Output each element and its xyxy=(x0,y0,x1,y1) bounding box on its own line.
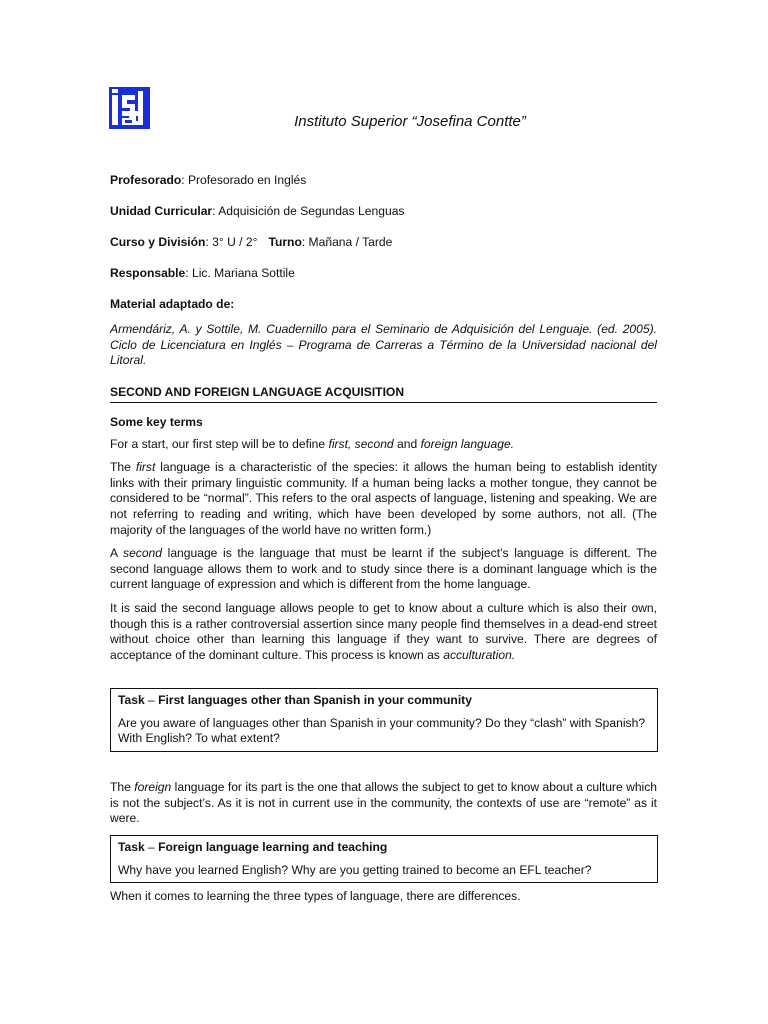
text-run: A xyxy=(110,546,124,560)
text-run: It is said the second language allows people to get to know about a culture which is also their own, though this is a rather controversial assertion since many people find themselves in a dead-end street without choice other than learning this language if they want to survive. There are degrees of acceptance of the dominant culture. This process is known as xyxy=(110,601,657,663)
field-curso-turno xyxy=(110,235,392,251)
task-heading: Foreign language learning and teaching xyxy=(158,840,388,854)
task-box-first-languages xyxy=(110,688,658,752)
task-dash: – xyxy=(144,693,159,707)
institution-logo xyxy=(109,87,150,129)
field-value: : Mañana / Tarde xyxy=(301,235,393,249)
paragraph-acculturation xyxy=(110,601,657,664)
field-label: Profesorado xyxy=(110,173,182,187)
text-run: and xyxy=(393,437,421,451)
field-value: : Adquisición de Segundas Lenguas xyxy=(212,204,405,218)
field-value: : Profesorado en Inglés xyxy=(181,173,307,187)
field-label: Turno xyxy=(268,235,302,249)
task-heading: First languages other than Spanish in your community xyxy=(158,693,472,707)
field-profesorado xyxy=(110,173,306,189)
text-run: foreign language. xyxy=(420,437,515,451)
text-run: For a start, our first step will be to define xyxy=(110,437,329,451)
task-label: Task xyxy=(118,840,145,854)
text-run: first, second xyxy=(328,437,394,451)
field-material xyxy=(110,297,234,313)
section-title: SECOND AND FOREIGN LANGUAGE ACQUISITION xyxy=(110,385,657,403)
text-run: acculturation. xyxy=(443,648,516,663)
intro-paragraph xyxy=(110,437,657,453)
field-value: : 3° U / 2° xyxy=(205,235,258,249)
text-run: foreign xyxy=(134,780,172,794)
task-body: Why have you learned English? Why are you getting trained to become an EFL teacher? xyxy=(118,862,592,877)
citation: Armendáriz, A. y Sottile, M. Cuadernillo para el Seminario de Adquisición del Lenguaje. (ed. 2005). Ciclo de Licenciatura en Inglés – Programa de Carreras a Término de la Universidad nacional del Litoral. xyxy=(110,322,657,368)
paragraph-foreign-language xyxy=(110,780,657,827)
paragraph-second-language xyxy=(110,546,657,593)
field-value: : Lic. Mariana Sottile xyxy=(185,266,295,280)
task-dash: – xyxy=(144,840,159,854)
text-run: The xyxy=(110,460,136,474)
institution-title: Instituto Superior “Josefina Contte” xyxy=(294,113,526,130)
task-body: Are you aware of languages other than Spanish in your community? Do they “clash” with Spanish? With English? To what extent? xyxy=(118,715,646,746)
field-label: Unidad Curricular xyxy=(110,204,213,218)
text-run: second xyxy=(123,546,163,560)
field-responsable xyxy=(110,266,295,282)
field-label: Material adaptado de: xyxy=(110,297,235,311)
closing-sentence: When it comes to learning the three types of language, there are differences. xyxy=(110,889,521,903)
paragraph-first-language xyxy=(110,460,657,539)
task-title xyxy=(118,840,650,856)
text-run: language is a characteristic of the species: it allows the human being to establish identity links with their primary linguistic community. If a human being lacks a mother tongue, they cannot be considered to be “normal”. This refers to the oral aspects of language, listening and speaking. We are not referring to reading and writing, which have been developed by some authors, not all. (The majority of the languages of the world have no written form.) xyxy=(110,460,657,537)
text-run: language for its part is the one that allows the subject to get to know about a culture which is not the subject’s. As it is not in current use in the community, the contexts of use are “remote” as it were. xyxy=(110,780,658,826)
task-title xyxy=(118,693,650,709)
text-run: The xyxy=(110,780,135,794)
task-label: Task xyxy=(118,693,145,707)
task-box-foreign-language xyxy=(110,835,658,883)
subheading: Some key terms xyxy=(110,415,203,429)
text-run: first xyxy=(135,460,156,474)
field-unidad-curricular xyxy=(110,204,404,220)
field-label: Responsable xyxy=(110,266,186,280)
text-run: language is the language that must be learnt if the subject’s language is different. The second language allows them to work and to study since there is a dominant language which is the current language of expression and which is different from the home language. xyxy=(110,546,657,592)
field-label: Curso y División xyxy=(110,235,206,249)
